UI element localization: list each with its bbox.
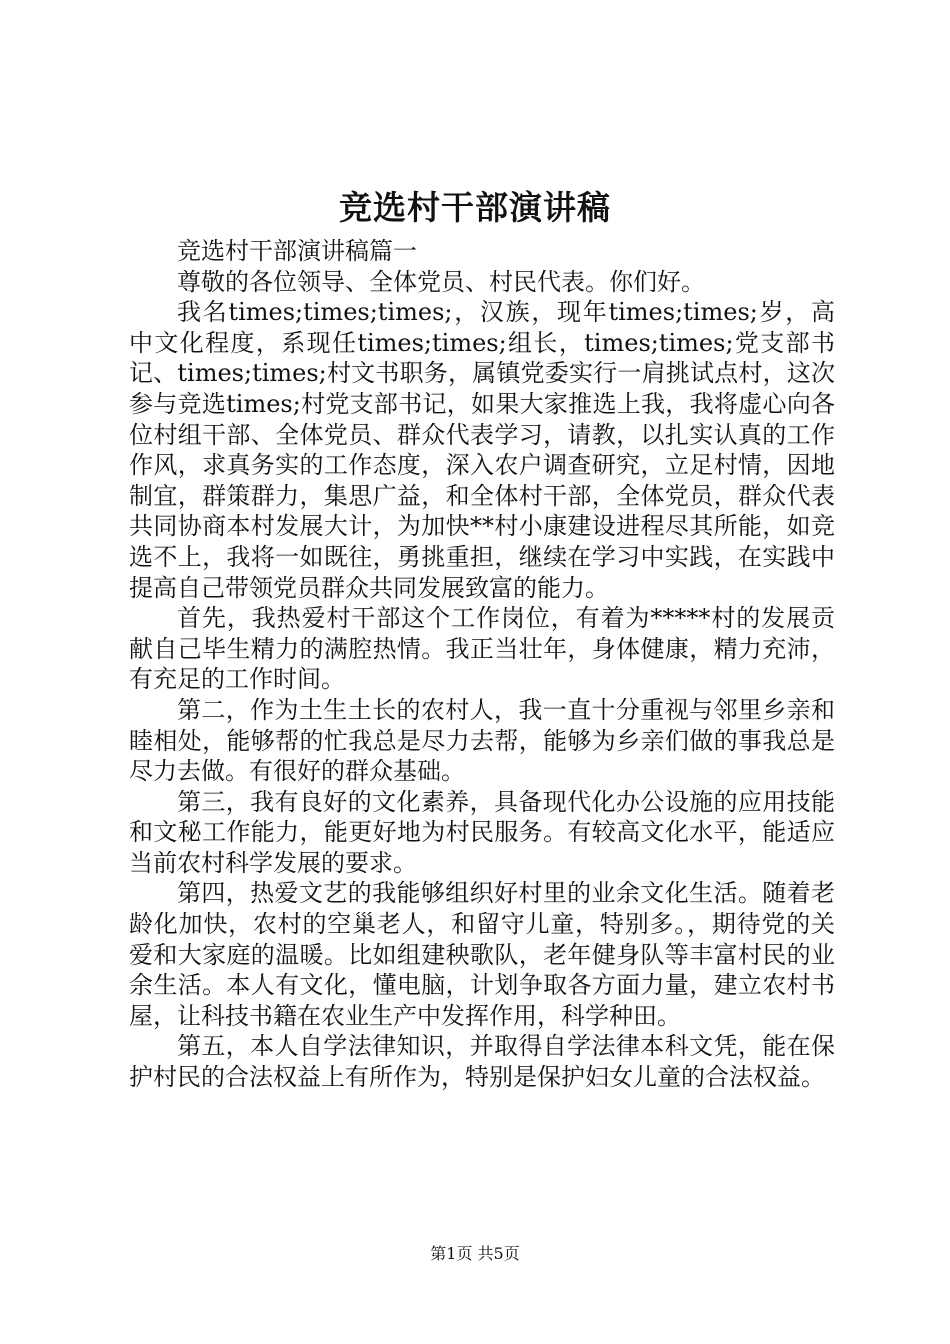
paragraph-second-point: 第二，作为土生土长的农村人，我一直十分重视与邻里乡亲和睦相处，能够帮的忙我总是尽力去帮，能够为乡亲们做的事我总是尽力去做。有很好的群众基础。: [129, 695, 835, 786]
paragraph-introduction: 我名times;times;times;，汉族，现年times;times;岁，高中文化程度，系现任times;times;组长，times;times;党支部书记、times;times;村文书职务，属镇党委实行一肩挑试点村，这次参与竞选times;村党支部书记，如果大家推选上我，我将虚心向各位村组干部、全体党员、群众代表学习，请教，以扎实认真的工作作风，求真务实的工作态度，深入农户调查研究，立足村情，因地制宜，群策群力，集思广益，和全体村干部，全体党员，群众代表共同协商本村发展大计，为加快**村小康建设进程尽其所能，如竞选不上，我将一如既往，勇挑重担，继续在学习中实践，在实践中提高自己带领党员群众共同发展致富的能力。: [129, 298, 835, 602]
document-title: 竞选村干部演讲稿: [339, 188, 611, 227]
paragraph-first-point: 首先，我热爱村干部这个工作岗位，有着为*****村的发展贡献自己毕生精力的满腔热情。我正当壮年，身体健康，精力充沛，有充足的工作时间。: [129, 604, 835, 694]
paragraph-third-point: 第三，我有良好的文化素养，具备现代化办公设施的应用技能和文秘工作能力，能更好地为村民服务。有较高文化水平，能适应当前农村科学发展的要求。: [129, 787, 835, 877]
paragraph-subtitle: 竞选村干部演讲稿篇一: [177, 237, 417, 265]
page-number-footer: 第1页 共5页: [430, 1244, 520, 1263]
document-body: [129, 236, 835, 1093]
paragraph-fifth-point: 第五，本人自学法律知识，并取得自学法律本科文凭，能在保护村民的合法权益上有所作为，特别是保护妇女儿童的合法权益。: [129, 1032, 835, 1092]
paragraph-fourth-point: 第四，热爱文艺的我能够组织好村里的业余文化生活。随着老龄化加快，农村的空巢老人，和留守儿童，特别多。，期待党的关爱和大家庭的温暖。比如组建秧歌队，老年健身队等丰富村民的业余生活。本人有文化，懂电脑，计划争取各方面力量，建立农村书屋，让科技书籍在农业生产中发挥作用，科学种田。: [129, 879, 835, 1030]
paragraph-greeting: 尊敬的各位领导、全体党员、村民代表。你们好。: [177, 267, 705, 296]
